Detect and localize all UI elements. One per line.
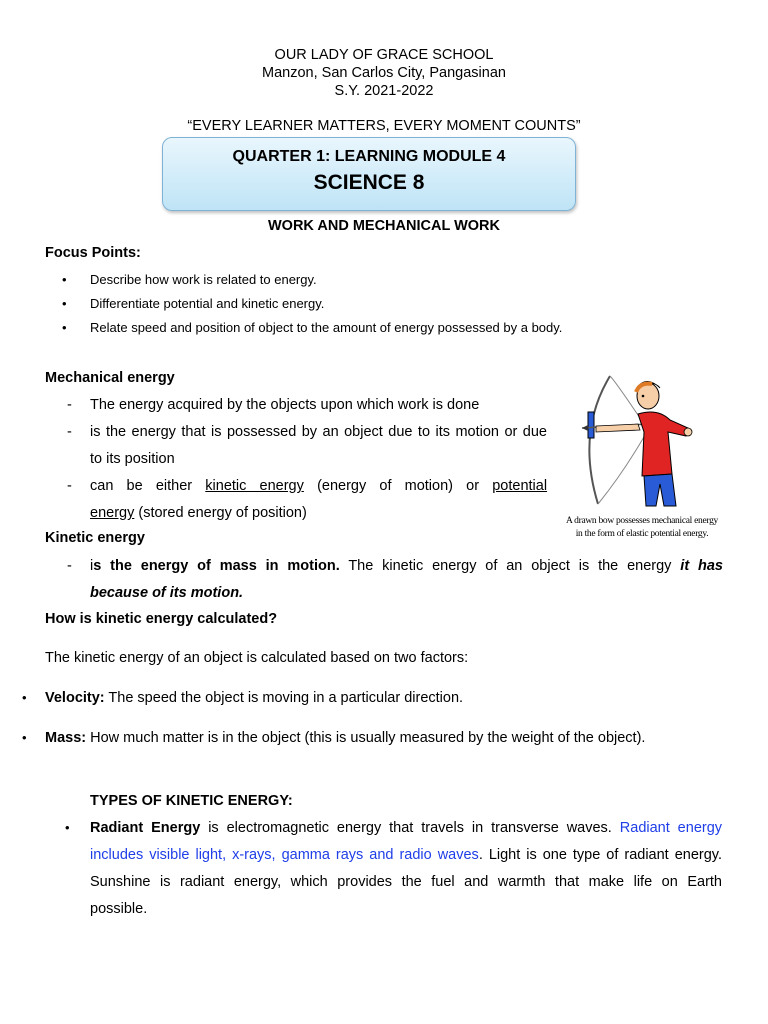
- archer-illustration: [576, 372, 696, 512]
- types-heading: TYPES OF KINETIC ENERGY:: [90, 793, 293, 809]
- module-banner: [162, 137, 576, 211]
- calc-heading: How is kinetic energy calculated?: [45, 611, 278, 627]
- school-motto: “EVERY LEARNER MATTERS, EVERY MOMENT COUNTS”: [187, 118, 581, 134]
- kinetic-energy-term: kinetic energy: [205, 478, 304, 494]
- bullet-icon: •: [22, 730, 27, 745]
- figure-caption: A drawn bow possesses mechanical energy in the form of elastic potential energy.: [566, 516, 718, 539]
- bullet-icon: •: [62, 272, 67, 287]
- potential-energy-term: potential: [492, 478, 548, 494]
- mass-item: Mass: How much matter is in the object (this is usually measured by the weight of the object).: [45, 730, 646, 746]
- bullet-icon: •: [65, 820, 70, 835]
- bullet-icon: •: [22, 690, 27, 705]
- module-quarter: QUARTER 1: LEARNING MODULE 4: [232, 148, 506, 165]
- bullet-icon: •: [62, 320, 67, 335]
- school-year: S.Y. 2021-2022: [334, 83, 434, 99]
- school-address: Manzon, San Carlos City, Pangasinan: [262, 65, 506, 81]
- focus-list: [62, 268, 562, 340]
- bow-icon: [589, 376, 610, 504]
- mechanical-heading: Mechanical energy: [45, 370, 175, 386]
- list-item: • Differentiate potential and kinetic energy.: [62, 292, 562, 316]
- radiant-energy-paragraph: Radiant Energy is electromagnetic energy that travels in transverse waves. Radiant energy includes visible light, x-rays, gamma rays and radio waves. Light is one type of radiant energy. Sunshine is radiant energy, which provides the fuel and warmth that make life on Earth possible.: [90, 820, 723, 917]
- focus-heading: Focus Points:: [45, 245, 141, 261]
- bullet-icon: •: [62, 296, 67, 311]
- kinetic-heading: Kinetic energy: [45, 530, 145, 546]
- module-subject: SCIENCE 8: [313, 171, 425, 194]
- velocity-item: Velocity: The speed the object is moving in a particular direction.: [45, 690, 464, 706]
- school-name: OUR LADY OF GRACE SCHOOL: [274, 47, 494, 63]
- page-title: WORK AND MECHANICAL WORK: [268, 218, 500, 234]
- calc-intro: The kinetic energy of an object is calculated based on two factors:: [45, 650, 469, 666]
- list-item: • Describe how work is related to energy.: [62, 268, 562, 292]
- list-item: • Relate speed and position of object to the amount of energy possessed by a body.: [62, 316, 562, 340]
